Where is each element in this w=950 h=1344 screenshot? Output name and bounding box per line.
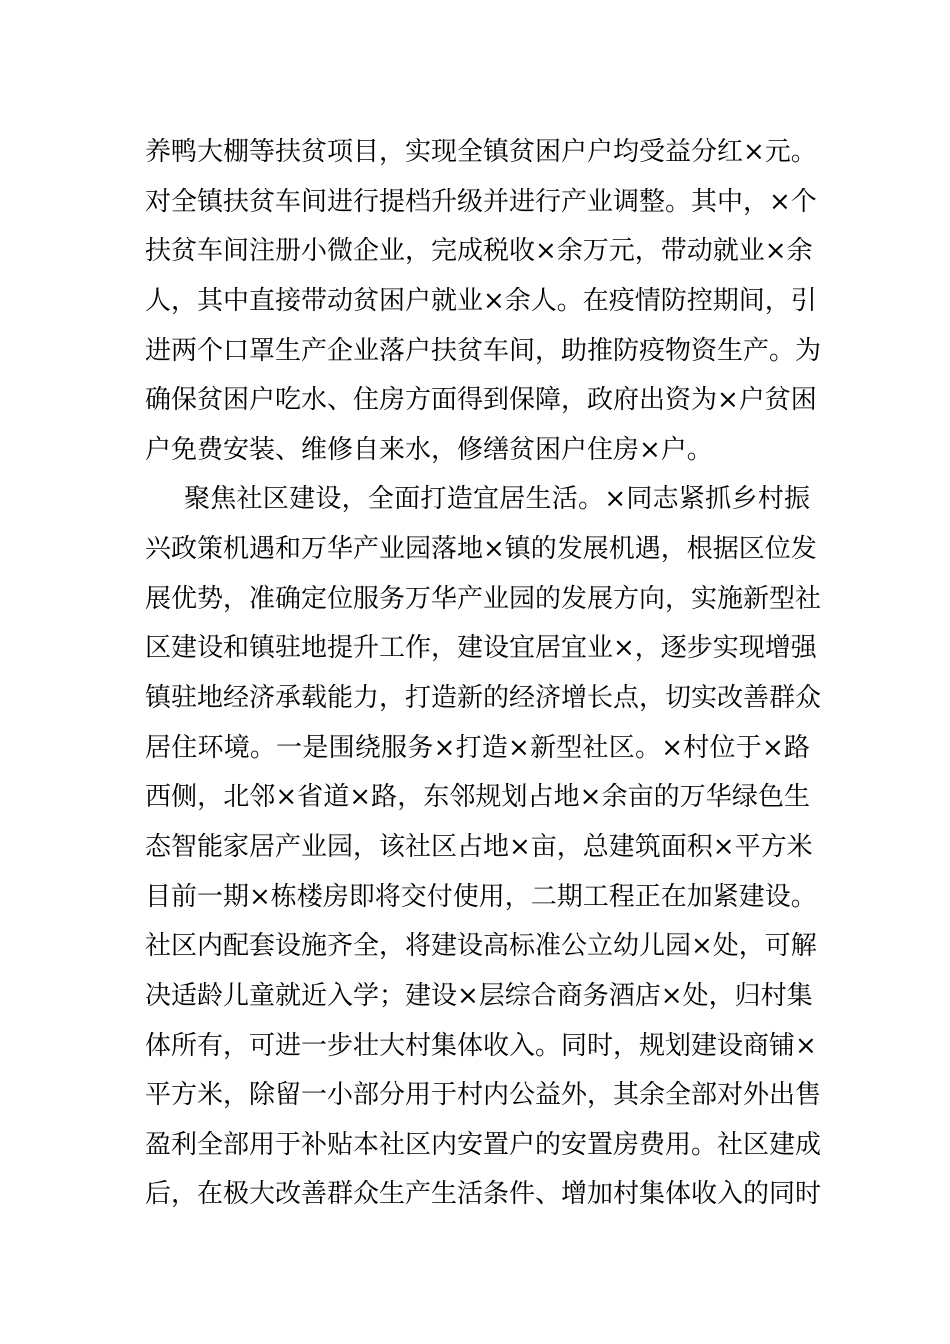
text-line: 展优势，准确定位服务万华产业园的发展方向，实施新型社	[145, 583, 822, 614]
text-line: 兴政策机遇和万华产业园落地×镇的发展机遇，根据区位发	[145, 534, 817, 565]
text-line: 平方米，除留一小部分用于村内公益外，其余全部对外出售	[145, 1080, 822, 1111]
text-line: 体所有，可进一步壮大村集体收入。同时，规划建设商铺×	[145, 1030, 817, 1061]
body-text	[145, 128, 822, 1220]
text-line: 对全镇扶贫车间进行提档升级并进行产业调整。其中，×个	[145, 186, 817, 217]
text-line: 进两个口罩生产企业落户扶贫车间，助推防疫物资生产。为	[145, 335, 822, 366]
text-line: 扶贫车间注册小微企业，完成税收×余万元，带动就业×余	[145, 236, 813, 267]
text-line: 养鸭大棚等扶贫项目，实现全镇贫困户户均受益分红×元。	[145, 137, 817, 167]
text-line: 西侧，北邻×省道×路，东邻规划占地×余亩的万华绿色生	[145, 782, 810, 813]
paragraph-start-line: 聚焦社区建设，全面打造宜居生活。×同志紧抓乡村振	[184, 484, 810, 515]
text-line: 人，其中直接带动贫困户就业×余人。在疫情防控期间，引	[145, 285, 817, 316]
text-line: 目前一期×栋楼房即将交付使用，二期工程正在加紧建设。	[145, 881, 817, 912]
paragraph-end-line: 户免费安装、维修自来水，修缮贫困户住房×户。	[145, 434, 713, 465]
text-line: 镇驻地经济承载能力，打造新的经济增长点，切实改善群众	[145, 683, 822, 714]
text-line: 后，在极大改善群众生产生活条件、增加村集体收入的同时	[145, 1179, 822, 1210]
text-line: 居住环境。一是围绕服务×打造×新型社区。×村位于×路	[145, 732, 810, 763]
text-line: 盈利全部用于补贴本社区内安置户的安置房费用。社区建成	[145, 1129, 822, 1160]
text-line: 决适龄儿童就近入学；建设×层综合商务酒店×处，归村集	[145, 980, 813, 1011]
text-line: 社区内配套设施齐全，将建设高标准公立幼儿园×处，可解	[145, 931, 817, 962]
text-line: 确保贫困户吃水、住房方面得到保障，政府出资为×户贫困	[145, 385, 817, 416]
text-line: 态智能家居产业园，该社区占地×亩，总建筑面积×平方米	[145, 831, 813, 862]
text-line: 区建设和镇驻地提升工作，建设宜居宜业×，逐步实现增强	[145, 633, 817, 664]
